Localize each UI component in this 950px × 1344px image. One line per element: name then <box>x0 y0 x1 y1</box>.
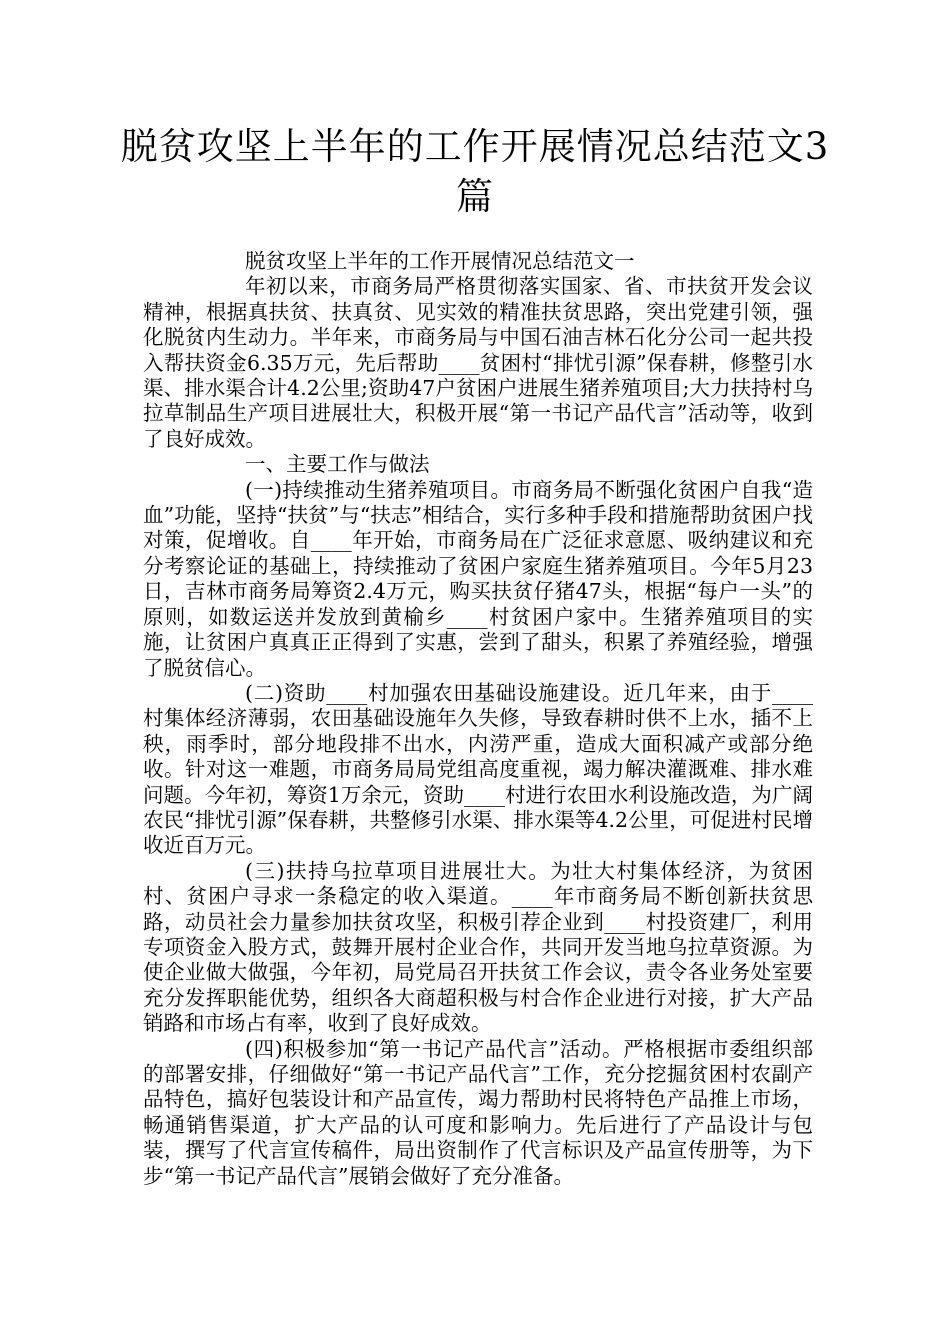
paragraph-intro: 年初以来，市商务局严格贯彻落实国家、省、市扶贫开发会议精神，根据真扶贫、扶真贫、见实效的精准扶贫思路，突出党建引领，强化脱贫内生动力。半年来，市商务局与中国石油吉林石化分公司一起共投入帮扶资金6.35万元，先后帮助____贫困村“排忧引源”保春耕，修整引水渠、排水渠合计4.2公里;资助47户贫困户进展生猪养殖项目;大力扶持村乌拉草制品生产项目进展壮大，积极开展“第一书记产品代言”活动等，收到了良好成效。 <box>143 274 813 451</box>
section-subtitle: 脱贫攻坚上半年的工作开展情况总结范文一 <box>245 249 635 273</box>
section-heading-main-work: 一、主要工作与做法 <box>245 452 430 477</box>
paragraph-first-secretary-endorsement: (四)积极参加“第一书记产品代言”活动。严格根据市委组织部的部署安排，仔细做好“第一书记产品代言”工作，充分挖掘贫困村农副产品特色，搞好包装设计和产品宣传，竭力帮助村民将特色产品推上市场，畅通销售渠道，扩大产品的认可度和影响力。先后进行了产品设计与包装，撰写了代言宣传稿件，局出资制作了代言标识及产品宣传册等，为下步“第一书记产品代言”展销会做好了充分准备。 <box>143 1036 813 1188</box>
paragraph-pig-farming: (一)持续推动生猪养殖项目。市商务局不断强化贫困户自我“造血”功能，坚持“扶贫”与“扶志”相结合，实行多种手段和措施帮助贫困户找对策，促增收。自____年开始，市商务局在广泛征求意愿、吸纳建议和充分考察论证的基础上，持续推动了贫困户家庭生猪养殖项目。今年5月23日，吉林市商务局筹资2.4万元，购买扶贫仔猪47头，根据“每户一头”的原则，如数运送并发放到黄榆乡____村贫困户家中。生猪养殖项目的实施，让贫困户真真正正得到了实惠，尝到了甜头，积累了养殖经验，增强了脱贫信心。 <box>143 477 813 680</box>
paragraph-farmland-infrastructure: (二)资助____村加强农田基础设施建设。近几年来，由于____村集体经济薄弱，农田基础设施年久失修，导致春耕时供不上水，插不上秧，雨季时，部分地段排不出水，内涝严重，造成大面积减产或部分绝收。针对这一难题，市商务局局党组高度重视，竭力解决灌溉难、排水难问题。今年初，筹资1万余元，资助____村进行农田水利设施改造，为广阔农民“排忧引源”保春耕，共整修引水渠、排水渠等4.2公里，可促进村民增收近百万元。 <box>143 680 813 858</box>
paragraph-wula-grass: (三)扶持乌拉草项目进展壮大。为壮大村集体经济，为贫困村、贫困户寻求一条稳定的收入渠道。____年市商务局不断创新扶贫思路，动员社会力量参加扶贫攻坚，积极引荐企业到____村投资建厂，利用专项资金入股方式，鼓舞开展村企业合作，共同开发当地乌拉草资源。为使企业做大做强，今年初，局党局召开扶贫工作会议，责令各业务处室要充分发挥职能优势，组织各大商超积极与村合作企业进行对接，扩大产品销路和市场占有率，收到了良好成效。 <box>143 858 813 1036</box>
document-title: 脱贫攻坚上半年的工作开展情况总结范文3篇 <box>120 125 830 218</box>
document-body <box>143 249 813 1189</box>
